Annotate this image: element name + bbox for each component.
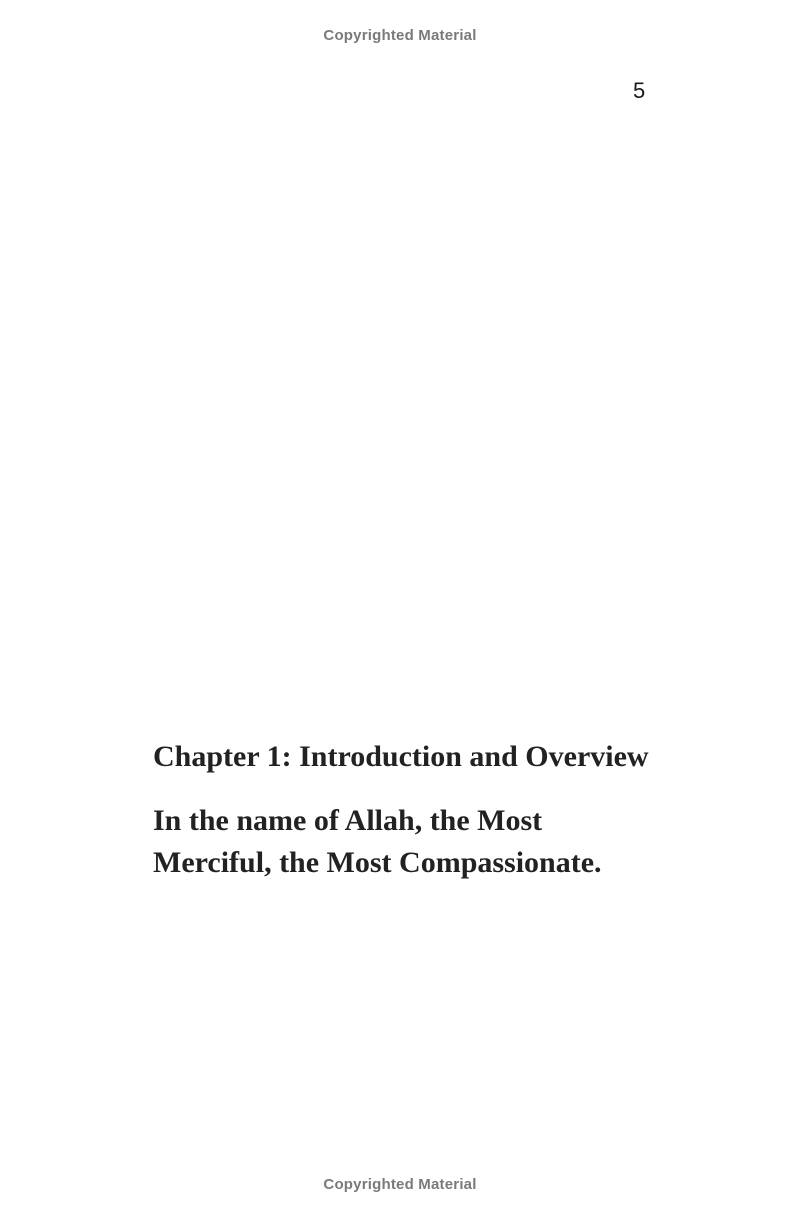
chapter-title: Chapter 1: Introduction and Overview [153,740,649,773]
invocation-text: In the name of Allah, the Most Merciful, the Most Compassionate. [153,804,602,879]
chapter-content [153,736,653,884]
copyright-watermark-top: Copyrighted Material [323,27,477,44]
copyright-watermark-bottom: Copyrighted Material [323,1176,477,1193]
page-number: 5 [633,78,646,103]
